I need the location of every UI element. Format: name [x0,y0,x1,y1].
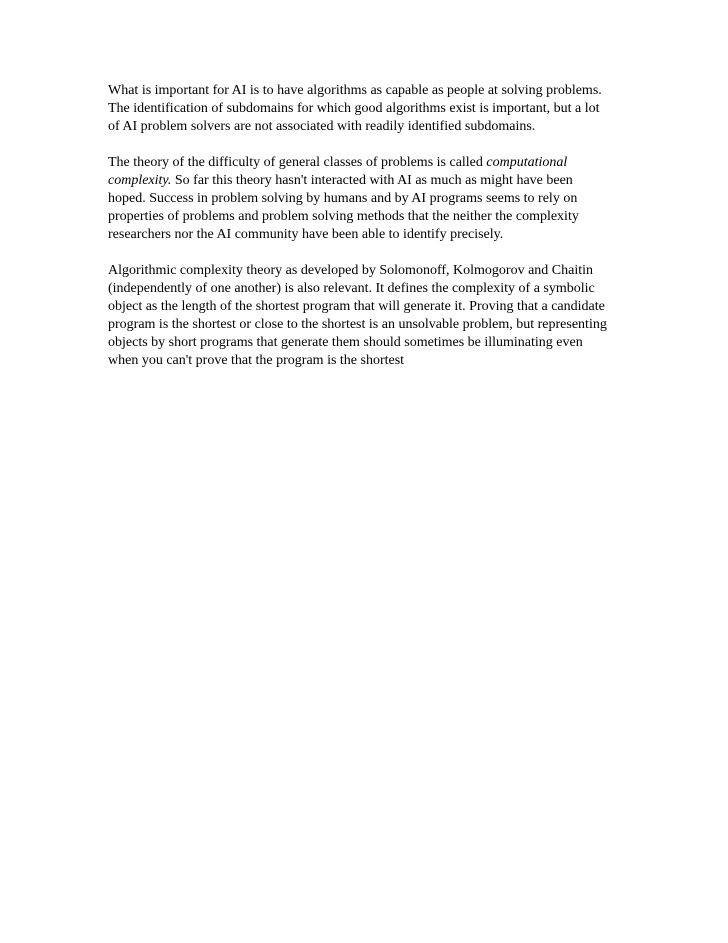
text-line: program is the shortest or close to the shortest is an unsolvable problem, but representing [108,317,607,332]
italic-term: computational [486,155,568,170]
text-line [108,172,623,190]
text-line: of AI problem solvers are not associated with readily identified subdomains. [108,119,536,134]
document-body [108,82,623,388]
text-run: The theory of the difficulty of general classes of problems is called [108,155,487,170]
text-line: researchers nor the AI community have been able to identify precisely. [108,227,504,242]
italic-term: complexity. [108,173,172,188]
paragraph-algorithmic-complexity [108,262,623,370]
text-line: What is important for AI is to have algorithms as capable as people at solving problems. [108,83,602,98]
text-line [108,154,623,172]
text-run: So far this theory hasn't interacted with AI as much as might have been [171,173,573,188]
text-line: object as the length of the shortest program that will generate it. Proving that a candidate [108,299,605,314]
text-line: objects by short programs that generate them should sometimes be illuminating even [108,335,583,350]
text-line: properties of problems and problem solving methods that the neither the complexity [108,209,579,224]
text-line: Algorithmic complexity theory as developed by Solomonoff, Kolmogorov and Chaitin [108,263,594,278]
text-line: (independently of one another) is also relevant. It defines the complexity of a symbolic [108,281,595,296]
paragraph-ai-algorithms [108,82,623,136]
text-line: hoped. Success in problem solving by humans and by AI programs seems to rely on [108,191,578,206]
text-line: when you can't prove that the program is the shortest [108,353,405,368]
paragraph-computational-complexity [108,154,623,244]
text-line: The identification of subdomains for which good algorithms exist is important, but a lot [108,101,600,116]
